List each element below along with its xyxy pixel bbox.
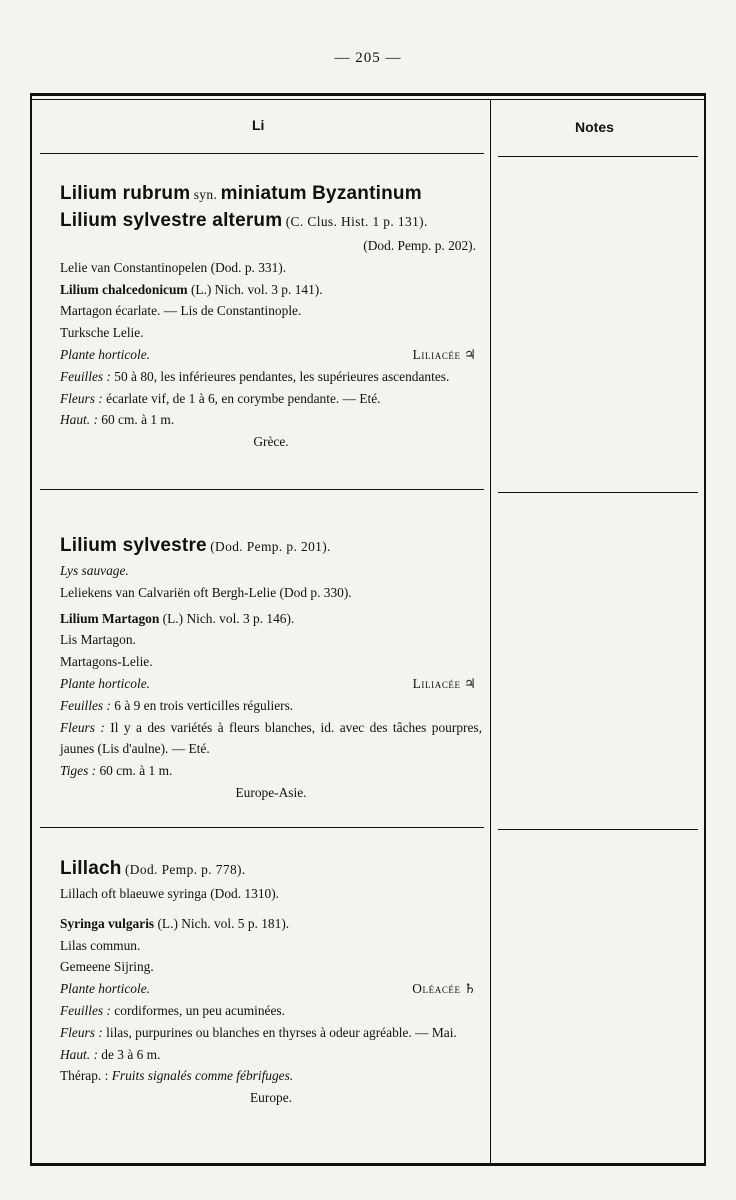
reference: (Dod. Pemp. p. 201). xyxy=(210,539,331,554)
entry-title: Lilium rubrum xyxy=(60,183,191,204)
botanical-name: Syringa vulgaris xyxy=(60,915,155,931)
flowers-text: lilas, purpurines ou blanches en thyrses à odeur agréable. — Mai. xyxy=(102,1024,457,1040)
reference: (Dod. Pemp. p. 778). xyxy=(124,862,246,877)
french-name: Lys sauvage. xyxy=(60,563,129,578)
table-top-rule-thin xyxy=(30,99,706,100)
origin: Europe-Asie. xyxy=(235,784,307,800)
botanical-name: Lilium Martagon xyxy=(60,610,160,626)
plant-family: Oléacée xyxy=(412,981,461,997)
plant-family: Liliacée xyxy=(412,346,461,362)
leaves-label: Feuilles : xyxy=(60,368,111,384)
height-label: Haut. : xyxy=(60,412,98,428)
plant-type: Plante horticole. xyxy=(60,675,150,691)
height-text: de 3 à 6 m. xyxy=(97,1046,161,1062)
reference-line: (Dod. Pemp. p. 202). xyxy=(363,238,476,253)
dutch-name: Martagons-Lelie. xyxy=(60,654,153,670)
entry-title: Lillach xyxy=(60,858,122,879)
french-name-2: Lis Martagon. xyxy=(60,632,136,648)
dutch-name: Turksche Lelie. xyxy=(60,325,144,341)
header-rule-notes xyxy=(498,156,698,157)
stems-text: 60 cm. à 1 m. xyxy=(96,763,173,779)
entry-synonym-title: Lilium sylvestre alterum xyxy=(60,210,283,231)
vernacular-name: Lelie van Constantinopelen (Dod. p. 331). xyxy=(60,259,287,275)
stems-label: Tiges : xyxy=(60,763,97,779)
plant-family: Liliacée xyxy=(412,675,461,691)
section-divider-1-main xyxy=(40,489,484,490)
french-name: Martagon écarlate. — Lis de Constantinople. xyxy=(60,303,302,319)
height-text: 60 cm. à 1 m. xyxy=(97,412,175,428)
botanical-reference: (L.) Nich. vol. 3 p. 141). xyxy=(187,281,323,297)
perennial-symbol: ♃ xyxy=(463,675,476,691)
flowers-label: Fleurs : xyxy=(60,719,105,735)
entry-title-continued: miniatum Byzantinum xyxy=(220,183,422,204)
entry-lillach xyxy=(60,856,482,1109)
leaves-text: 50 à 80, les inférieures pendantes, les supérieures ascendantes. xyxy=(110,368,450,384)
therapy-label: Thérap. : xyxy=(60,1068,112,1084)
reference: (C. Clus. Hist. 1 p. 131). xyxy=(285,214,428,229)
flowers-text: Il y a des variétés à fleurs blanches, id. avec des tâches pourpres, jaunes (Lis d'aulne). — Eté. xyxy=(60,719,482,757)
botanical-reference: (L.) Nich. vol. 3 p. 146). xyxy=(159,610,295,626)
column-header-notes: Notes xyxy=(575,119,614,135)
entry-title: Lilium sylvestre xyxy=(60,535,207,556)
plant-type: Plante horticole. xyxy=(60,981,150,997)
dutch-name: Gemeene Sijring. xyxy=(60,959,154,975)
leaves-label: Feuilles : xyxy=(60,1002,111,1018)
plant-type: Plante horticole. xyxy=(60,346,150,362)
section-divider-1-notes xyxy=(498,492,698,493)
vernacular-name: Leliekens van Calvariën oft Bergh-Lelie (Dod p. 330). xyxy=(60,584,352,600)
entry-lilium-rubrum xyxy=(60,181,482,453)
botanical-reference: (L.) Nich. vol. 5 p. 181). xyxy=(154,915,290,931)
flowers-label: Fleurs : xyxy=(60,390,103,406)
height-label: Haut. : xyxy=(60,1046,98,1062)
flowers-text: écarlate vif, de 1 à 6, en corymbe pendante. — Eté. xyxy=(102,390,381,406)
header-rule-main xyxy=(40,153,484,154)
section-divider-2-notes xyxy=(498,829,698,830)
synonym-marker: syn. xyxy=(193,187,218,202)
table-left-border xyxy=(30,93,32,1166)
table-right-border xyxy=(704,93,706,1166)
leaves-label: Feuilles : xyxy=(60,697,111,713)
table-bottom-rule xyxy=(30,1163,706,1166)
flowers-label: Fleurs : xyxy=(60,1024,103,1040)
shrub-symbol: ♄ xyxy=(463,981,476,997)
botanical-name: Lilium chalcedonicum xyxy=(60,281,188,297)
origin: Europe. xyxy=(249,1090,293,1106)
vernacular-name: Lillach oft blaeuwe syringa (Dod. 1310). xyxy=(60,886,280,901)
leaves-text: 6 à 9 en trois verticilles réguliers. xyxy=(110,697,294,713)
therapy-text: Fruits signalés comme fébrifuges. xyxy=(111,1068,294,1084)
column-divider xyxy=(490,99,491,1164)
column-header-main: Li xyxy=(252,117,265,133)
table-top-rule xyxy=(30,93,706,96)
entry-lilium-sylvestre xyxy=(60,533,482,804)
page-number: — 205 — xyxy=(334,50,402,66)
perennial-symbol: ♃ xyxy=(463,346,476,362)
origin: Grèce. xyxy=(253,434,289,450)
french-name: Lilas commun. xyxy=(60,937,141,953)
leaves-text: cordiformes, un peu acuminées. xyxy=(110,1002,285,1018)
section-divider-2-main xyxy=(40,827,484,828)
